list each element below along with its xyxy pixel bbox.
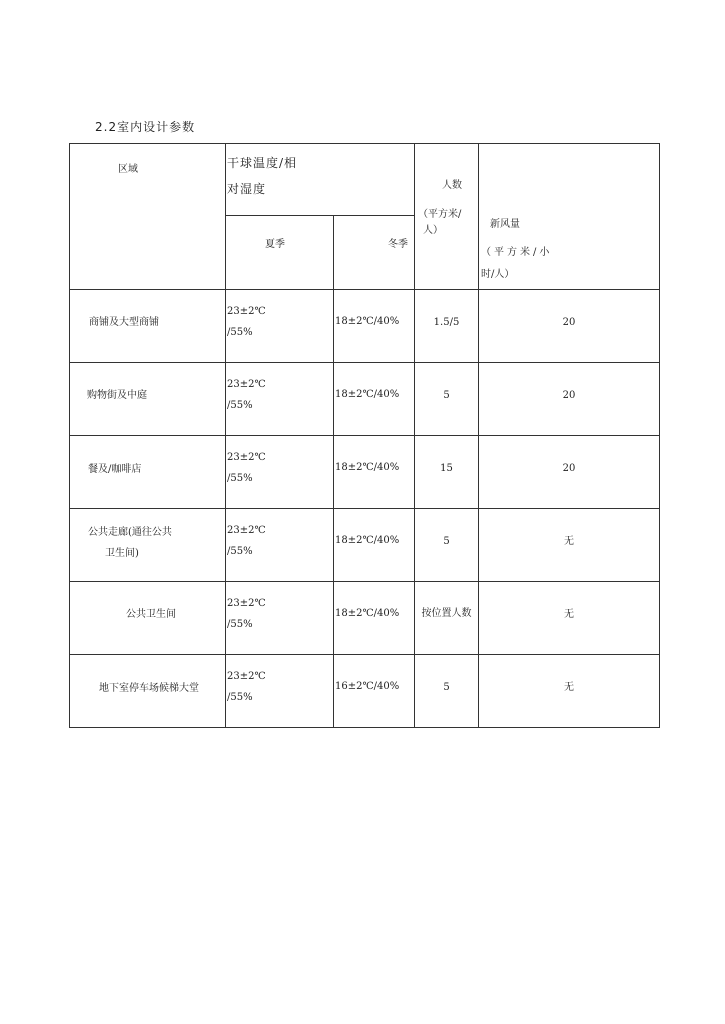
row-area-line2: 卫生间) bbox=[105, 548, 139, 559]
row-air: 20 bbox=[562, 317, 576, 328]
row-air: 20 bbox=[562, 390, 576, 401]
row-winter: 18±2℃/40% bbox=[335, 535, 400, 546]
header-temp-line2: 对湿度 bbox=[227, 182, 267, 196]
row-people: 15 bbox=[440, 463, 453, 474]
row-summer-line1: 23±2℃ bbox=[227, 671, 266, 682]
section-title: 2.2室内设计参数 bbox=[95, 120, 196, 134]
row-air: 无 bbox=[564, 609, 574, 620]
row-winter: 18±2℃/40% bbox=[335, 316, 400, 327]
row-area: 地下室停车场候梯大堂 bbox=[99, 683, 199, 694]
header-people-line1: 人数 bbox=[442, 180, 462, 191]
header-air-line1: 新风量 bbox=[490, 219, 520, 230]
row-area: 公共卫生间 bbox=[126, 609, 176, 620]
row-summer-line2: /55% bbox=[227, 400, 253, 411]
header-air-line2: （平方米/小 bbox=[481, 247, 553, 258]
row-area: 餐及/咖啡店 bbox=[88, 464, 142, 475]
row-air: 无 bbox=[564, 536, 574, 547]
header-people-line3: 人） bbox=[423, 225, 443, 236]
row-summer-line2: /55% bbox=[227, 473, 253, 484]
row-air: 无 bbox=[564, 682, 574, 693]
row-people: 1.5/5 bbox=[433, 317, 460, 328]
row-people: 5 bbox=[443, 682, 450, 693]
row-people: 5 bbox=[443, 390, 450, 401]
header-summer: 夏季 bbox=[265, 239, 285, 250]
row-summer-line2: /55% bbox=[227, 546, 253, 557]
row-summer-line1: 23±2℃ bbox=[227, 452, 266, 463]
row-summer-line1: 23±2℃ bbox=[227, 525, 266, 536]
header-area: 区域 bbox=[118, 164, 138, 175]
row-summer-line1: 23±2℃ bbox=[227, 598, 266, 609]
row-winter: 18±2℃/40% bbox=[335, 608, 400, 619]
row-air: 20 bbox=[562, 463, 576, 474]
row-winter: 18±2℃/40% bbox=[335, 389, 400, 400]
header-air-line3: 时/人） bbox=[481, 269, 515, 280]
header-people-line2: （平方米/ bbox=[418, 209, 462, 220]
row-area: 公共走廊(通往公共 bbox=[88, 527, 172, 538]
row-winter: 16±2℃/40% bbox=[335, 681, 400, 692]
row-people: 按位置人数 bbox=[421, 608, 472, 619]
header-temp-line1: 干球温度/相 bbox=[227, 156, 298, 170]
row-summer-line1: 23±2℃ bbox=[227, 306, 266, 317]
row-summer-line2: /55% bbox=[227, 692, 253, 703]
header-winter: 冬季 bbox=[388, 239, 408, 250]
row-area: 商铺及大型商铺 bbox=[89, 317, 159, 328]
row-winter: 18±2℃/40% bbox=[335, 462, 400, 473]
row-summer-line2: /55% bbox=[227, 327, 253, 338]
row-summer-line1: 23±2℃ bbox=[227, 379, 266, 390]
row-people: 5 bbox=[443, 536, 450, 547]
row-area: 购物街及中庭 bbox=[87, 390, 147, 401]
row-summer-line2: /55% bbox=[227, 619, 253, 630]
